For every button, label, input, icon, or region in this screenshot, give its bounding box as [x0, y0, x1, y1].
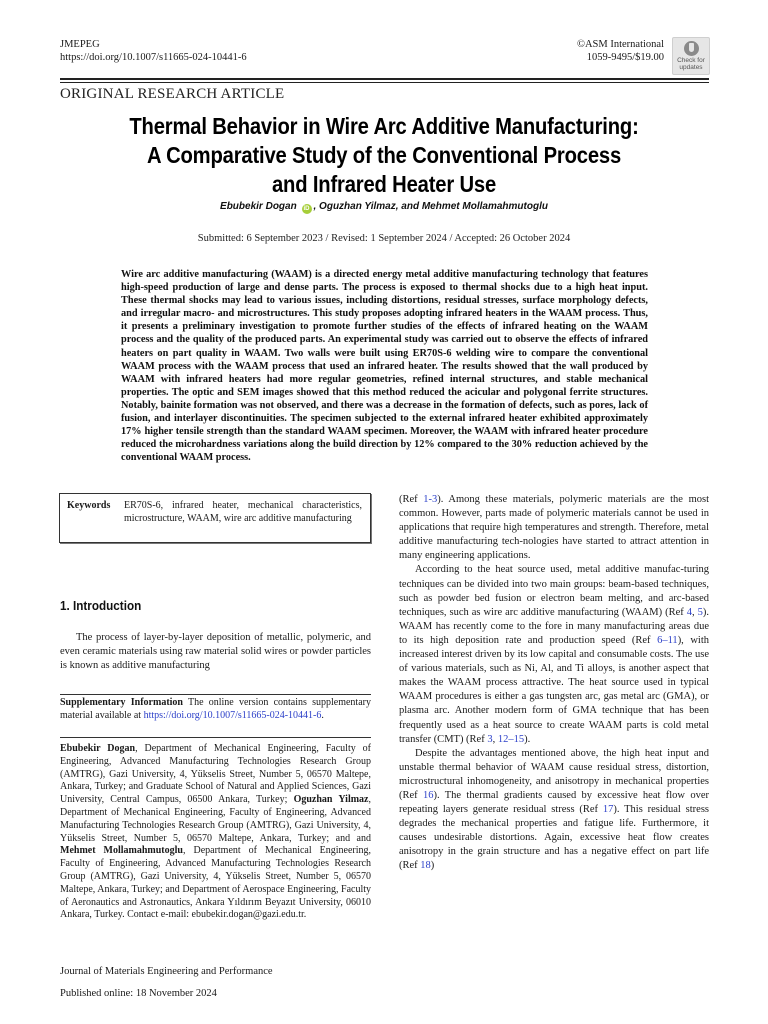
- supplementary-link[interactable]: https://doi.org/10.1007/s11665-024-10441-6: [143, 709, 322, 721]
- article-type: ORIGINAL RESEARCH ARTICLE: [60, 86, 285, 102]
- doi-link[interactable]: https://doi.org/10.1007/s11665-024-10441-6: [60, 52, 247, 63]
- affil-author-3: Mehmet Mollamahmutoglu: [60, 845, 183, 857]
- affil-author-2: Oguzhan Yilmaz: [293, 794, 369, 806]
- intro-paragraph-2: According to the heat source used, metal additive manufac-turing techniques can be divided into two main groups: beam-based techniques, such as powder bed fusion or electron beam melting, and arc-based techniques, such as wire arc additive manufacturing (WAAM) (Ref 4, 5). WAAM has recently come to the fore in many manufacturing areas due to its high deposition rate and production speed (Ref 6–11), with increased interest driven by its low capital and consumable costs. The use of various materials, such as Ni, Al, and Ti alloys, is another aspect that makes the WAAM process attractive. The heat source used in typical WAAM procedures is either a gas tungsten arc, gas metal arc (GMA), or plasma arc. Another modern form of GMA technique that has been frequently used as a heat source to create WAAM parts is cold metal transfer (CMT) (Ref 3, 12–15).: [399, 564, 709, 745]
- intro-paragraph-1: (Ref 1-3). Among these materials, polymeric materials are the most common. However, parts made of polymeric materials cannot be used in applications that require high temperatures and strength. Therefore, metal additive manufacturing tech-nologies have started to attract attention in many engineering applications.: [399, 494, 709, 562]
- journal-code: JMEPEG: [60, 39, 100, 50]
- section-heading-introduction: 1. Introduction: [60, 598, 142, 613]
- keywords-label: Keywords: [67, 500, 111, 511]
- header-right: [577, 38, 664, 64]
- ref-link[interactable]: 3: [487, 733, 493, 745]
- keywords-text: ER70S-6, infrared heater, mechanical characteristics, microstructure, WAAM, wire arc additive manufacturing: [124, 500, 362, 524]
- affil-author-1: Ebubekir Dogan: [60, 743, 136, 754]
- ref-link[interactable]: 1-3: [423, 494, 438, 505]
- ref-link[interactable]: 18: [420, 860, 431, 872]
- check-for-updates-button[interactable]: [672, 37, 710, 75]
- orcid-icon[interactable]: iD: [303, 206, 310, 212]
- supplementary-information: Supplementary Information The online version contains supplementary material available at https://doi.org/10.1007/s11665-024-10441-6.: [60, 697, 371, 721]
- paper-title: Thermal Behavior in Wire Arc Additive Manufacturing: A Comparative Study of the Conventional Process and Infrared Heater Use: [129, 113, 639, 197]
- price: 1059-9495/$19.00: [586, 52, 664, 63]
- intro-paragraph-left: The process of layer-by-layer deposition of metallic, polymeric, and even ceramic materials using raw material solid wires or powder particles is known as additive manufacturing: [60, 632, 371, 672]
- footnote-rule-bottom: [60, 737, 371, 738]
- author-list: [0, 201, 768, 214]
- intro-right-column: [399, 493, 709, 874]
- author-name[interactable]: Ebubekir Dogan: [220, 201, 297, 212]
- author-affiliations: Ebubekir Dogan, Department of Mechanical Engineering, Faculty of Engineering, Advanced Manufacturing Technologies Research Group (AMTRG), Gazi University, 4, Yükselis Street, Number 5, 06570 Maltepe, Ankara, Turkey; and Graduate School of Natural and Applied Sciences, Gazi University, Central Campus, 06500 Ankara, Turkey; Oguzhan Yilmaz, Department of Mechanical Engineering, Faculty of Engineering, Advanced Manufacturing Technologies Research Group (AMTRG), Gazi University, 4, Yükselis Street, Number 5, 06570 Maltepe, Ankara, Turkey; and and Mehmet Mollamahmutoglu, Department of Mechanical Engineering, Faculty of Engineering, Advanced Manufacturing Technologies Research Group (AMTRG), Gazi University, 4, Yükselis Street, Number 5, 06570 Maltepe, Ankara, Turkey; and Department of Aerospace Engineering, Faculty of Aeronautics and Astronautics, Ankara Yıldırım Beyazıt University, 06010 Ankara, Turkey. Contact e-mail: ebubekir.dogan@gazi.edu.tr.: [60, 743, 371, 921]
- abstract: Wire arc additive manufacturing (WAAM) is a directed energy metal additive manufacturing technology that features high-speed production of large and dense parts. The process is exposed to thermal shocks due to a high heat input. These thermal shocks may lead to various issues, including distortions, residual stresses, surface morphology defects, and irregular macro- and microstructures. This study proposes adopting infrared heaters in the WAAM process. Thus, it presents a preliminary investigation to promote further studies of the effects of infrared heating on the WAAM process and the quality of the produced parts. An experimental study was carried out to observe the effects of infrared heaters on part quality in WAAM. Two walls were built using ER70S-6 welding wire to compare the conventional WAAM process with the WAAM process that used an infrared heater. The results showed that the wall produced by WAAM with infrared heaters had more regular geometries, refined internal structures, and stable mechanical properties. The optic and SEM images showed that this method reduced the acicular and polygonal ferrite structures. Notably, bainite formation was not observed, and there was a decrease in the formation of defects, such as pores, lack of fusion, and interlayer discontinuities. The specimen subjected to the external infrared heater exhibited approximately 17% higher tensile strength than the standard WAAM specimen. Moreover, the WAAM with infrared heater procedure reduced the microhardness variations along the build direction by 12% compared to the 30% reduction achieved by the conventional WAAM process.: [121, 269, 648, 464]
- intro-paragraph-3: Despite the advantages mentioned above, the high heat input and unstable thermal behavior of WAAM cause residual stress, distortion, microstructural inhomogeneity, and anisotropy in mechanical properties (Ref 16). The thermal gradients caused by excessive heat flow over repeating layers generate residual stress (Ref 17). This residual stress degrades the mechanical properties and fatigue life. Furthermore, it causes undesirable distortions. Again, excessive heat flow creates anisotropy in the grain structure and has a negative effect on part life (Ref 18): [399, 747, 709, 872]
- ref-link[interactable]: 5: [697, 606, 703, 618]
- footer-published: Published online: 18 November 2024: [60, 988, 217, 999]
- crossmark-label: Check for updates: [677, 57, 705, 71]
- footnote-rule-top: [60, 694, 371, 695]
- copyright: ©ASM International: [576, 39, 664, 50]
- header-rule-thin: [60, 82, 709, 83]
- submission-dates: Submitted: 6 September 2023 / Revised: 1 September 2024 / Accepted: 26 October 2024: [197, 233, 571, 244]
- ref-link[interactable]: 4: [686, 606, 693, 618]
- footer-journal: Journal of Materials Engineering and Performance: [60, 966, 273, 977]
- crossmark-icon: [684, 41, 699, 56]
- header-rule: [60, 78, 709, 80]
- ref-link[interactable]: 6–11: [657, 634, 678, 646]
- header-left: [60, 38, 247, 64]
- ref-link[interactable]: 16: [423, 789, 434, 801]
- ref-link[interactable]: 17: [602, 804, 614, 816]
- ref-link[interactable]: 12–15: [497, 733, 525, 745]
- author-names-rest: , Oguzhan Yilmaz, and Mehmet Mollamahmutoglu: [313, 201, 548, 212]
